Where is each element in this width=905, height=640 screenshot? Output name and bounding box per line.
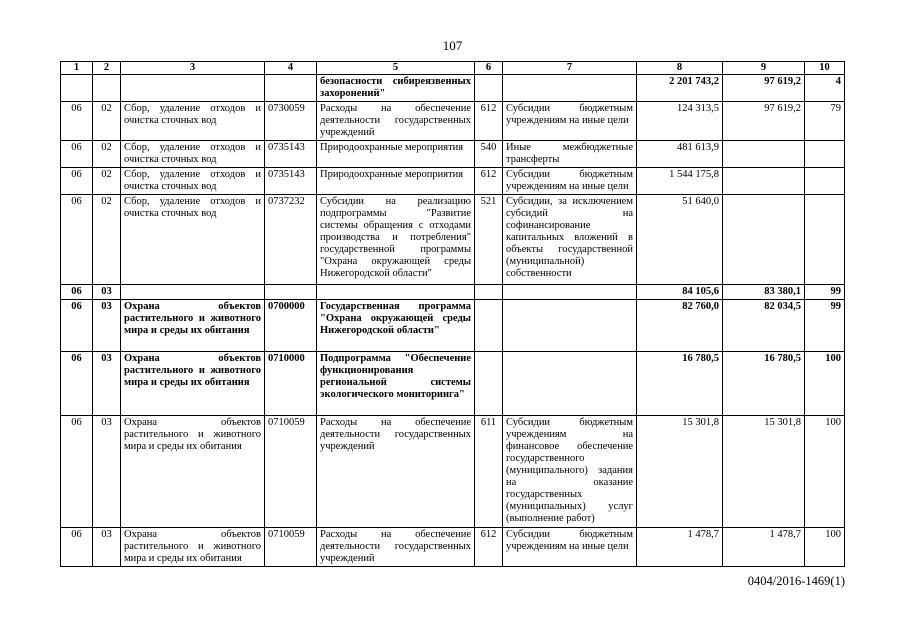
table-cell-col-5: Природоохранные мероприятия (317, 141, 475, 168)
table-cell-col-7 (503, 300, 637, 352)
table-cell-col-10: 99 (805, 285, 845, 300)
table-cell-col-2: 02 (93, 102, 121, 141)
table-cell-col-9: 1 478,7 (723, 528, 805, 567)
table-cell-col-3 (121, 75, 265, 102)
table-cell-col-4: 0730059 (265, 102, 317, 141)
table-cell-col-1 (61, 75, 93, 102)
table-cell-col-10 (805, 168, 845, 195)
table-cell-col-7: Субсидии бюджетным учреждениям на иные цели (503, 168, 637, 195)
table-cell-col-6 (475, 285, 503, 300)
table-cell-col-10: 99 (805, 300, 845, 352)
table-row (61, 75, 845, 102)
table-cell-col-9 (723, 195, 805, 285)
table-cell-col-8: 124 313,5 (637, 102, 723, 141)
table-cell-col-9: 97 619,2 (723, 102, 805, 141)
table-row (61, 195, 845, 285)
column-header: 1 (61, 62, 93, 75)
table-cell-col-7 (503, 352, 637, 416)
table-cell-col-9: 82 034,5 (723, 300, 805, 352)
table-cell-col-9 (723, 141, 805, 168)
table-cell-col-10: 4 (805, 75, 845, 102)
table-cell-col-4: 0735143 (265, 141, 317, 168)
table-cell-col-3: Сбор, удаление отходов и очистка сточных вод (121, 102, 265, 141)
budget-table (60, 61, 845, 567)
table-cell-col-1: 06 (61, 352, 93, 416)
table-cell-col-3 (121, 285, 265, 300)
table-cell-col-8: 1 478,7 (637, 528, 723, 567)
table-cell-col-4: 0735143 (265, 168, 317, 195)
table-cell-col-1: 06 (61, 300, 93, 352)
table-cell-col-4 (265, 285, 317, 300)
table-cell-col-2: 03 (93, 416, 121, 528)
table-cell-col-7 (503, 75, 637, 102)
table-cell-col-5: Расходы на обеспечение деятельности государственных учреждений (317, 102, 475, 141)
table-row (61, 528, 845, 567)
table-cell-col-10: 79 (805, 102, 845, 141)
table-cell-col-6 (475, 300, 503, 352)
table-cell-col-6: 521 (475, 195, 503, 285)
table-cell-col-1: 06 (61, 102, 93, 141)
table-cell-col-3: Охрана объектов растительного и животного мира и среды их обитания (121, 528, 265, 567)
table-cell-col-7: Иные межбюджетные трансферты (503, 141, 637, 168)
table-cell-col-1: 06 (61, 416, 93, 528)
table-cell-col-10: 100 (805, 352, 845, 416)
table-cell-col-2: 02 (93, 168, 121, 195)
table-cell-col-1: 06 (61, 195, 93, 285)
table-cell-col-8: 16 780,5 (637, 352, 723, 416)
table-cell-col-5 (317, 285, 475, 300)
table-cell-col-5: Подпрограмма "Обеспечение функционирования региональной системы экологического мониторинга" (317, 352, 475, 416)
table-cell-col-9: 15 301,8 (723, 416, 805, 528)
table-cell-col-10 (805, 195, 845, 285)
table-cell-col-3: Охрана объектов растительного и животного мира и среды их обитания (121, 416, 265, 528)
table-row (61, 102, 845, 141)
column-header: 9 (723, 62, 805, 75)
table-cell-col-1: 06 (61, 141, 93, 168)
table-cell-col-10: 100 (805, 416, 845, 528)
column-header: 8 (637, 62, 723, 75)
table-cell-col-3: Охрана объектов растительного и животного мира и среды их обитания (121, 352, 265, 416)
table-row (61, 168, 845, 195)
table-cell-col-1: 06 (61, 285, 93, 300)
table-cell-col-6: 612 (475, 168, 503, 195)
table-cell-col-8: 481 613,9 (637, 141, 723, 168)
table-cell-col-8: 51 640,0 (637, 195, 723, 285)
table-cell-col-10 (805, 141, 845, 168)
table-cell-col-9: 97 619,2 (723, 75, 805, 102)
table-cell-col-5: Расходы на обеспечение деятельности государственных учреждений (317, 528, 475, 567)
table-cell-col-4: 0710059 (265, 528, 317, 567)
table-cell-col-2 (93, 75, 121, 102)
table-row (61, 300, 845, 352)
table-cell-col-5: Расходы на обеспечение деятельности государственных учреждений (317, 416, 475, 528)
table-cell-col-2: 03 (93, 352, 121, 416)
table-cell-col-8: 1 544 175,8 (637, 168, 723, 195)
column-header: 6 (475, 62, 503, 75)
table-cell-col-3: Сбор, удаление отходов и очистка сточных вод (121, 141, 265, 168)
table-cell-col-6: 612 (475, 102, 503, 141)
table-cell-col-7: Субсидии бюджетным учреждениям на иные цели (503, 102, 637, 141)
table-cell-col-1: 06 (61, 168, 93, 195)
table-cell-col-6: 612 (475, 528, 503, 567)
table-cell-col-4: 0700000 (265, 300, 317, 352)
table-cell-col-2: 02 (93, 141, 121, 168)
table-cell-col-7 (503, 285, 637, 300)
table-cell-col-5: Природоохранные мероприятия (317, 168, 475, 195)
table-cell-col-8: 82 760,0 (637, 300, 723, 352)
table-row (61, 352, 845, 416)
table-row (61, 285, 845, 300)
table-cell-col-2: 03 (93, 300, 121, 352)
table-cell-col-8: 84 105,6 (637, 285, 723, 300)
table-cell-col-6 (475, 352, 503, 416)
table-cell-col-4: 0710000 (265, 352, 317, 416)
table-cell-col-4: 0710059 (265, 416, 317, 528)
table-cell-col-2: 03 (93, 285, 121, 300)
table-cell-col-10: 100 (805, 528, 845, 567)
table-cell-col-1: 06 (61, 528, 93, 567)
table-cell-col-3: Сбор, удаление отходов и очистка сточных вод (121, 195, 265, 285)
column-header: 4 (265, 62, 317, 75)
table-cell-col-5: Субсидии на реализацию подпрограммы "Развитие системы обращения с отходами производства и потребления" государственной программы "Охрана окружающей среды Нижегородской области" (317, 195, 475, 285)
table-cell-col-7: Субсидии бюджетным учреждениям на финансовое обеспечение государственного (муниципального) задания на оказание государственных (муниципальных) услуг (выполнение работ) (503, 416, 637, 528)
table-cell-col-6: 540 (475, 141, 503, 168)
table-row (61, 416, 845, 528)
column-header: 7 (503, 62, 637, 75)
table-cell-col-3: Охрана объектов растительного и животного мира и среды их обитания (121, 300, 265, 352)
table-cell-col-6: 611 (475, 416, 503, 528)
table-cell-col-6 (475, 75, 503, 102)
table-cell-col-2: 02 (93, 195, 121, 285)
page-number: 107 (442, 38, 463, 53)
column-header: 10 (805, 62, 845, 75)
table-cell-col-8: 15 301,8 (637, 416, 723, 528)
document-code: 0404/2016-1469(1) (747, 574, 845, 588)
column-header: 5 (317, 62, 475, 75)
table-cell-col-3: Сбор, удаление отходов и очистка сточных вод (121, 168, 265, 195)
table-row (61, 141, 845, 168)
table-cell-col-9: 16 780,5 (723, 352, 805, 416)
table-cell-col-7: Субсидии, за исключением субсидий на софинансирование капитальных вложений в объекты государственной (муниципальной) собственности (503, 195, 637, 285)
table-cell-col-9 (723, 168, 805, 195)
table-cell-col-4: 0737232 (265, 195, 317, 285)
table-cell-col-2: 03 (93, 528, 121, 567)
table-cell-col-4 (265, 75, 317, 102)
column-header: 3 (121, 62, 265, 75)
table-cell-col-5: Государственная программа "Охрана окружающей среды Нижегородской области" (317, 300, 475, 352)
table-header-row (61, 62, 845, 75)
table-cell-col-7: Субсидии бюджетным учреждениям на иные цели (503, 528, 637, 567)
table-cell-col-5: безопасности сибиреязвенных захоронений" (317, 75, 475, 102)
table-cell-col-9: 83 380,1 (723, 285, 805, 300)
column-header: 2 (93, 62, 121, 75)
table-cell-col-8: 2 201 743,2 (637, 75, 723, 102)
